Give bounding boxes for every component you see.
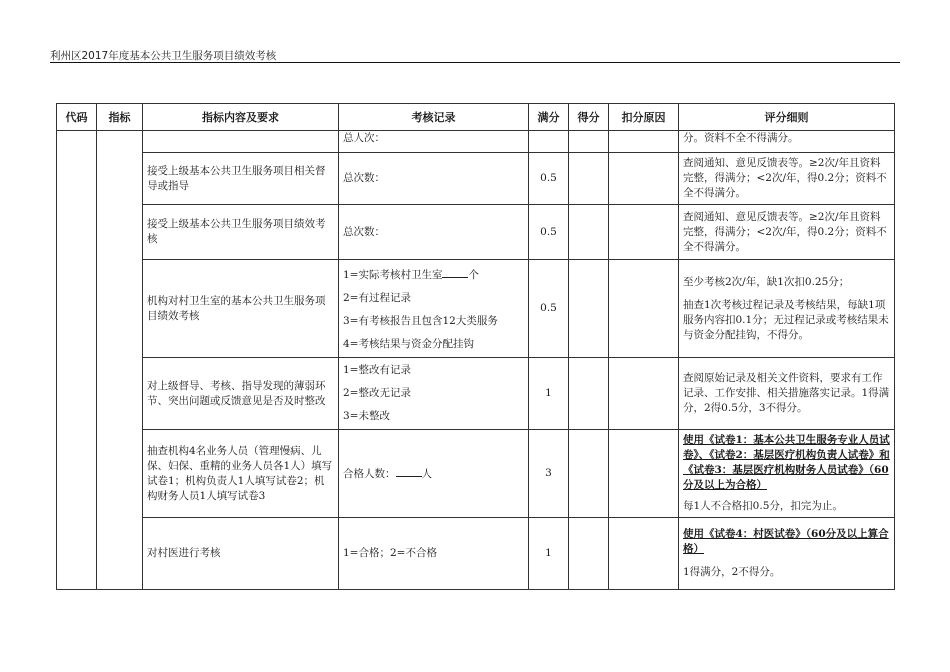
assessment-table: [56, 103, 895, 590]
column-header-score: 得分: [569, 104, 609, 131]
column-header-deduction-reason: 扣分原因: [609, 104, 679, 131]
rule-line: 每1人不合格扣0.5分，扣完为止。: [683, 500, 843, 512]
column-header-code: 代码: [57, 104, 97, 131]
indicator-cell: [97, 131, 143, 590]
full-score-cell: 0.5: [529, 205, 569, 260]
content-cell: 对上级督导、考核、指导发现的薄弱环节、突出问题或反馈意见是否及时整改: [143, 358, 339, 430]
record-text: 总人次：: [343, 132, 385, 144]
record-cell: [339, 131, 529, 153]
content-cell: 接受上级基本公共卫生服务项目绩效考核: [143, 205, 339, 260]
score-cell[interactable]: [569, 358, 609, 430]
record-line: 3=有考核报告且包含12大类服务: [343, 314, 498, 327]
deduction-reason-cell[interactable]: [609, 430, 679, 518]
rule-cell: 查阅原始记录及相关文件资料，要求有工作记录、工作安排、相关措施落实记录。1得满分，2得0.5分，3不得分。: [679, 358, 895, 430]
record-prefix: 合格人数：: [343, 468, 396, 480]
rule-line: 1得满分，2不得分。: [683, 566, 781, 578]
full-score-cell: 1: [529, 358, 569, 430]
full-score-cell: 0.5: [529, 260, 569, 358]
rule-list: [683, 433, 890, 514]
full-score-cell: 0.5: [529, 153, 569, 205]
column-header-scoring-rules: 评分细则: [679, 104, 895, 131]
deduction-reason-cell[interactable]: [609, 205, 679, 260]
table-header-row: [57, 104, 895, 131]
record-line: 2=整改无记录: [343, 387, 411, 399]
record-cell: 1=合格；2=不合格: [339, 518, 529, 590]
table-row: [57, 153, 895, 205]
score-cell[interactable]: [569, 260, 609, 358]
record-cell: 总次数：: [339, 153, 529, 205]
rule-emphasis: 使用《试卷1：基本公共卫生服务专业人员试卷》、《试卷2：基层医疗机构负责人试卷》和《试卷3：基层医疗机构财务人员试卷》（60分及以上为合格）: [683, 434, 890, 491]
score-cell[interactable]: [569, 518, 609, 590]
table-row: [57, 430, 895, 518]
deduction-reason-cell[interactable]: [609, 260, 679, 358]
column-header-full-score: 满分: [529, 104, 569, 131]
content-cell: 对村医进行考核: [143, 518, 339, 590]
record-suffix: 个: [468, 268, 479, 281]
rule-cell: [679, 260, 895, 358]
record-line: 4=考核结果与资金分配挂钩: [343, 337, 474, 350]
deduction-reason-cell[interactable]: [609, 153, 679, 205]
full-score-cell: 1: [529, 518, 569, 590]
content-cell: 接受上级基本公共卫生服务项目相关督导或指导: [143, 153, 339, 205]
deduction-reason-cell[interactable]: [609, 518, 679, 590]
record-prefix: 1=实际考核村卫生室: [343, 268, 443, 281]
content-cell: 抽查机构4名业务人员（管理慢病、儿保、妇保、重精的业务人员各1人）填写试卷1；机构负责人1人填写试卷2；机构财务人员1人填写试卷3: [143, 430, 339, 518]
record-line: 2=有过程记录: [343, 291, 411, 304]
fill-blank[interactable]: [396, 465, 422, 477]
content-cell: 机构对村卫生室的基本公共卫生服务项目绩效考核: [143, 260, 339, 358]
rule-cell: 查阅通知、意见反馈表等。≥2次/年且资料完整，得满分；<2次/年，得0.2分；资料不全不得满分。: [679, 153, 895, 205]
content-cell: [143, 131, 339, 153]
full-score-cell: 3: [529, 430, 569, 518]
record-list: [343, 363, 524, 424]
rule-list: [683, 275, 890, 343]
code-cell: [57, 131, 97, 590]
header-rule: [50, 62, 900, 63]
deduction-reason-cell[interactable]: [609, 358, 679, 430]
rule-emphasis: 使用《试卷4：村医试卷》（60分及以上算合格）: [683, 528, 889, 555]
record-cell: [339, 430, 529, 518]
rule-cell: [679, 430, 895, 518]
score-cell[interactable]: [569, 205, 609, 260]
record-list: [343, 266, 524, 352]
score-cell[interactable]: [569, 430, 609, 518]
score-cell[interactable]: [569, 131, 609, 153]
rule-line: 至少考核2次/年，缺1次扣0.25分；: [683, 275, 850, 288]
rule-text: 分。资料不全不得满分。: [683, 132, 799, 144]
column-header-indicator: 指标: [97, 104, 143, 131]
record-line: 3=未整改: [343, 410, 390, 422]
document-header: 利州区2017年度基本公共卫生服务项目绩效考核: [50, 50, 277, 62]
rule-cell: [679, 518, 895, 590]
table-row: [57, 518, 895, 590]
record-line: 1=整改有记录: [343, 364, 411, 376]
table-row: [57, 131, 895, 153]
table-row: [57, 358, 895, 430]
fill-blank[interactable]: [442, 266, 468, 278]
table-row: [57, 205, 895, 260]
rule-line: 抽查1次考核过程记录及考核结果，每缺1项服务内容扣0.1分；无过程记录或考核结果未与资金分配挂钩，不得分。: [683, 298, 889, 341]
record-cell: [339, 358, 529, 430]
record-line: [343, 266, 524, 283]
full-score-cell: [529, 131, 569, 153]
record-suffix: 人: [421, 468, 432, 480]
rule-list: [683, 527, 890, 580]
column-header-record: 考核记录: [339, 104, 529, 131]
record-cell: 总次数：: [339, 205, 529, 260]
record-cell: [339, 260, 529, 358]
rule-cell: 查阅通知、意见反馈表等。≥2次/年且资料完整，得满分；<2次/年，得0.2分；资料不全不得满分。: [679, 205, 895, 260]
table-row: [57, 260, 895, 358]
column-header-content: 指标内容及要求: [143, 104, 339, 131]
rule-cell: [679, 131, 895, 153]
deduction-reason-cell[interactable]: [609, 131, 679, 153]
score-cell[interactable]: [569, 153, 609, 205]
